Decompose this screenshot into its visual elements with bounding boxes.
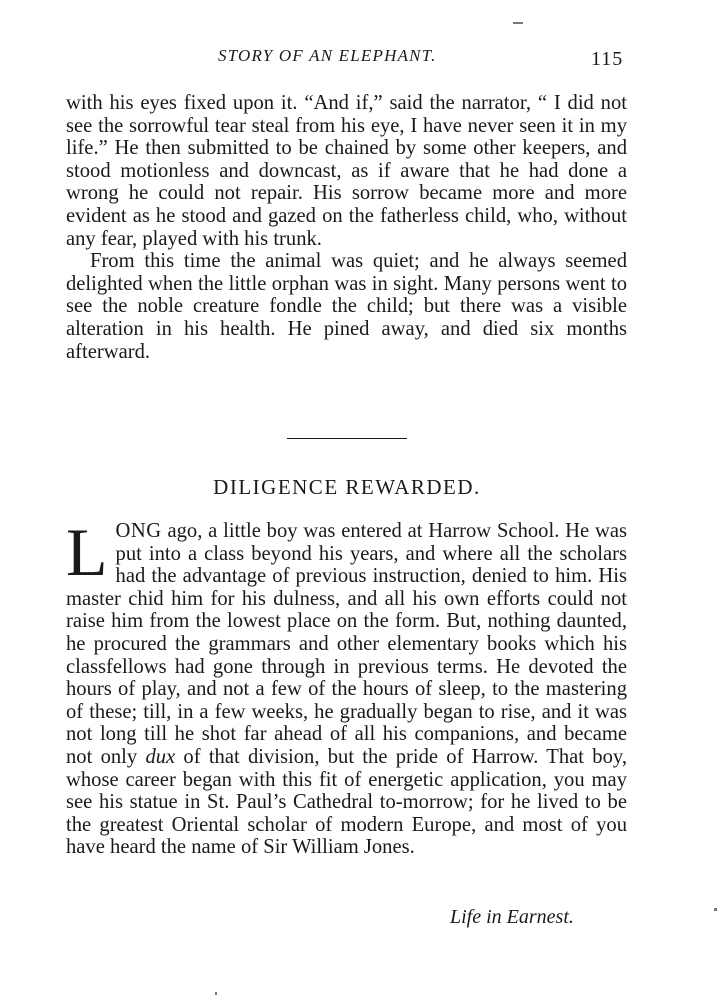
drop-cap: L (66, 514, 108, 590)
paragraph: with his eyes fixed upon it. “And if,” said the narrator, “ I did not see the sorrowful tear steal from his eye, I have never seen it in my life.” He then submitted to be chained by some other keepers, and stood motionless and downcast, as if aware that he had done a wrong he could not repair. His sorrow became more and more evident as he stood and gazed on the fatherless child, who, without any fear, played with his trunk. (66, 92, 627, 250)
page-number: 115 (591, 48, 624, 70)
story-ending-text (66, 92, 627, 363)
attribution: Life in Earnest. (450, 906, 574, 928)
scan-speck (215, 992, 217, 995)
section-title: DILIGENCE REWARDED. (213, 475, 481, 499)
body-text: of that division, but the pride of Harrow. That boy, whose career began with this fit of energetic application, you may see his statue in St. Paul’s Cathedral to-morrow; for he lived to be the greatest Oriental scholar of modern Europe, and most of you have heard the name of Sir William Jones. (66, 745, 627, 859)
section-divider (287, 438, 407, 439)
body-text: ago, a little boy was entered at Harrow School. He was put into a class beyond his years, and where all the scholars had the advantage of previous instruction, denied to him. His master chid him for his dulness, and all his own efforts could not raise him from the lowest place on the form. But, nothing daunted, he procured the grammars and other elementary books which his classfellows had gone through in previous terms. He devoted the hours of play, and not a few of the hours of sleep, to the mastering of these; till, in a few weeks, he gradually began to rise, and it was not long till he shot far ahead of all his companions, and became not only (66, 520, 627, 768)
scan-speck (714, 908, 717, 911)
paragraph: From this time the animal was quiet; and he always seemed delighted when the little orphan was in sight. Many persons went to see the noble creature fondle the child; but there was a visible alteration in his health. He pined away, and died six months afterward. (66, 250, 627, 363)
section-body (66, 514, 627, 859)
running-head: STORY OF AN ELEPHANT. (218, 46, 437, 65)
scan-speck (513, 22, 523, 24)
body-italic-word: dux (145, 745, 176, 768)
lead-caps: ONG (115, 520, 162, 542)
